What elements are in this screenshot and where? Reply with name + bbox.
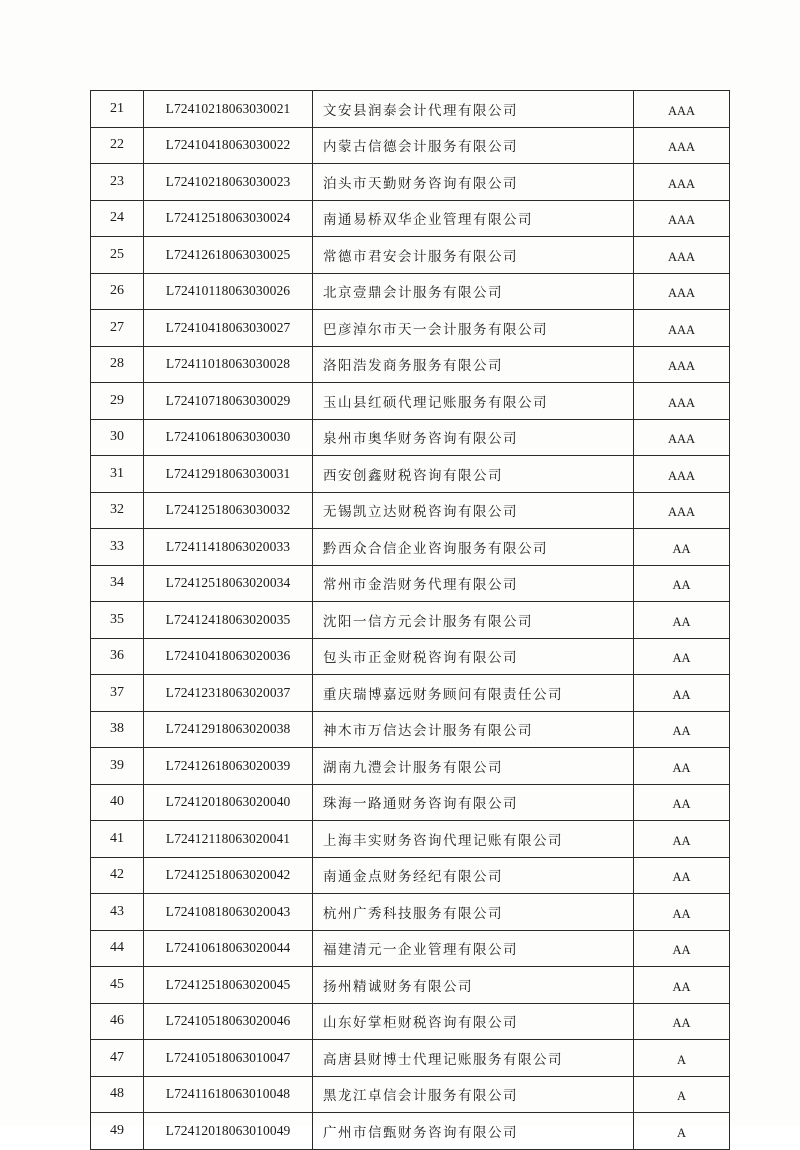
registration-code-cell: L72412518063020042 [144,857,313,894]
table-row [91,784,730,821]
credit-grade-cell: A [634,1040,730,1077]
company-name-cell: 珠海一路通财务咨询有限公司 [313,784,634,821]
row-number-cell: 32 [91,492,144,529]
table-row [91,164,730,201]
row-number-cell: 30 [91,419,144,456]
table-row [91,529,730,566]
credit-grade-cell: AAA [634,456,730,493]
table-row [91,127,730,164]
credit-grade-cell: AA [634,784,730,821]
company-name-cell: 常德市君安会计服务有限公司 [313,237,634,274]
table-row [91,346,730,383]
company-name-cell: 上海丰实财务咨询代理记账有限公司 [313,821,634,858]
company-name-cell: 重庆瑞博嘉远财务顾问有限责任公司 [313,675,634,712]
company-name-cell: 包头市正金财税咨询有限公司 [313,638,634,675]
company-name-cell: 西安创鑫财税咨询有限公司 [313,456,634,493]
registration-code-cell: L72410218063030021 [144,91,313,128]
row-number-cell: 41 [91,821,144,858]
company-name-cell: 内蒙古信德会计服务有限公司 [313,127,634,164]
company-name-cell: 沈阳一信方元会计服务有限公司 [313,602,634,639]
credit-grade-cell: AA [634,821,730,858]
row-number-cell: 38 [91,711,144,748]
row-number-cell: 47 [91,1040,144,1077]
credit-grade-cell: AAA [634,492,730,529]
company-name-cell: 常州市金浩财务代理有限公司 [313,565,634,602]
registration-code-cell: L72410218063030023 [144,164,313,201]
company-name-cell: 福建清元一企业管理有限公司 [313,930,634,967]
credit-grade-cell: AA [634,930,730,967]
credit-grade-cell: AA [634,638,730,675]
credit-grade-cell: AAA [634,200,730,237]
table-row [91,237,730,274]
registration-code-cell: L72412318063020037 [144,675,313,712]
table-row [91,383,730,420]
company-name-cell: 黑龙江卓信会计服务有限公司 [313,1076,634,1113]
registration-code-cell: L72410518063020046 [144,1003,313,1040]
credit-grade-cell: AA [634,1003,730,1040]
registration-code-cell: L72410518063010047 [144,1040,313,1077]
row-number-cell: 33 [91,529,144,566]
table-row [91,1113,730,1150]
registration-code-cell: L72412018063020040 [144,784,313,821]
company-name-cell: 巴彦淖尔市天一会计服务有限公司 [313,310,634,347]
registration-code-cell: L72412118063020041 [144,821,313,858]
company-name-cell: 扬州精诚财务有限公司 [313,967,634,1004]
registration-code-cell: L72410418063030027 [144,310,313,347]
credit-grade-cell: AA [634,602,730,639]
row-number-cell: 27 [91,310,144,347]
credit-grade-cell: A [634,1113,730,1150]
credit-grade-cell: AAA [634,419,730,456]
credit-grade-cell: AAA [634,383,730,420]
row-number-cell: 46 [91,1003,144,1040]
registration-code-cell: L72410618063020044 [144,930,313,967]
row-number-cell: 36 [91,638,144,675]
row-number-cell: 21 [91,91,144,128]
company-name-cell: 杭州广秀科技服务有限公司 [313,894,634,931]
row-number-cell: 28 [91,346,144,383]
credit-grade-cell: AAA [634,127,730,164]
table-row [91,821,730,858]
row-number-cell: 42 [91,857,144,894]
company-name-cell: 泊头市天勤财务咨询有限公司 [313,164,634,201]
table-row [91,91,730,128]
table-row [91,1040,730,1077]
credit-grade-cell: AA [634,748,730,785]
table-row [91,930,730,967]
table-row [91,748,730,785]
table-body [91,91,730,1150]
company-name-cell: 南通易桥双华企业管理有限公司 [313,200,634,237]
row-number-cell: 39 [91,748,144,785]
company-name-cell: 南通金点财务经纪有限公司 [313,857,634,894]
row-number-cell: 37 [91,675,144,712]
credit-grade-cell: AAA [634,237,730,274]
credit-grade-cell: AA [634,967,730,1004]
row-number-cell: 34 [91,565,144,602]
credit-grade-cell: AAA [634,310,730,347]
company-name-cell: 文安县润泰会计代理有限公司 [313,91,634,128]
credit-grade-cell: AA [634,529,730,566]
row-number-cell: 43 [91,894,144,931]
registration-code-cell: L72411618063010048 [144,1076,313,1113]
table-row [91,638,730,675]
row-number-cell: 48 [91,1076,144,1113]
registration-code-cell: L72411418063020033 [144,529,313,566]
registration-code-cell: L72412018063010049 [144,1113,313,1150]
table-row [91,565,730,602]
table-row [91,310,730,347]
credit-grade-cell: AAA [634,91,730,128]
registration-code-cell: L72412518063020034 [144,565,313,602]
row-number-cell: 35 [91,602,144,639]
registration-code-cell: L72412518063020045 [144,967,313,1004]
registration-code-cell: L72412618063020039 [144,748,313,785]
credit-grade-cell: AAA [634,346,730,383]
table-row [91,711,730,748]
table-row [91,492,730,529]
registration-code-cell: L72410418063030022 [144,127,313,164]
credit-grade-cell: AAA [634,273,730,310]
row-number-cell: 26 [91,273,144,310]
table-row [91,967,730,1004]
company-name-cell: 神木市万信达会计服务有限公司 [313,711,634,748]
table-row [91,456,730,493]
credit-grade-cell: AA [634,857,730,894]
table-row [91,419,730,456]
credit-grade-cell: AA [634,675,730,712]
registration-code-cell: L72412418063020035 [144,602,313,639]
table-row [91,675,730,712]
registration-code-cell: L72412518063030032 [144,492,313,529]
company-name-cell: 黔西众合信企业咨询服务有限公司 [313,529,634,566]
table-row [91,894,730,931]
registration-code-cell: L72410118063030026 [144,273,313,310]
table-row [91,857,730,894]
credit-grade-cell: AAA [634,164,730,201]
credit-grade-cell: AA [634,565,730,602]
company-name-cell: 高唐县财博士代理记账服务有限公司 [313,1040,634,1077]
company-name-cell: 山东好掌柜财税咨询有限公司 [313,1003,634,1040]
credit-grade-cell: A [634,1076,730,1113]
registration-code-cell: L72410718063030029 [144,383,313,420]
row-number-cell: 49 [91,1113,144,1150]
credit-rating-table [90,90,730,1150]
company-name-cell: 广州市信甄财务咨询有限公司 [313,1113,634,1150]
company-name-cell: 北京壹鼎会计服务有限公司 [313,273,634,310]
registration-code-cell: L72412918063020038 [144,711,313,748]
row-number-cell: 23 [91,164,144,201]
row-number-cell: 44 [91,930,144,967]
registration-code-cell: L72410618063030030 [144,419,313,456]
table-row [91,602,730,639]
registration-code-cell: L72410418063020036 [144,638,313,675]
registration-code-cell: L72412918063030031 [144,456,313,493]
table-row [91,1076,730,1113]
company-name-cell: 洛阳浩发商务服务有限公司 [313,346,634,383]
table-row [91,200,730,237]
company-name-cell: 湖南九澧会计服务有限公司 [313,748,634,785]
registration-code-cell: L72412618063030025 [144,237,313,274]
company-name-cell: 无锡凯立达财税咨询有限公司 [313,492,634,529]
row-number-cell: 22 [91,127,144,164]
registration-code-cell: L72411018063030028 [144,346,313,383]
row-number-cell: 31 [91,456,144,493]
row-number-cell: 45 [91,967,144,1004]
row-number-cell: 25 [91,237,144,274]
table-row [91,273,730,310]
registration-code-cell: L72412518063030024 [144,200,313,237]
credit-grade-cell: AA [634,711,730,748]
table-row [91,1003,730,1040]
company-name-cell: 玉山县红硕代理记账服务有限公司 [313,383,634,420]
credit-grade-cell: AA [634,894,730,931]
row-number-cell: 24 [91,200,144,237]
row-number-cell: 29 [91,383,144,420]
row-number-cell: 40 [91,784,144,821]
registration-code-cell: L72410818063020043 [144,894,313,931]
company-name-cell: 泉州市奥华财务咨询有限公司 [313,419,634,456]
